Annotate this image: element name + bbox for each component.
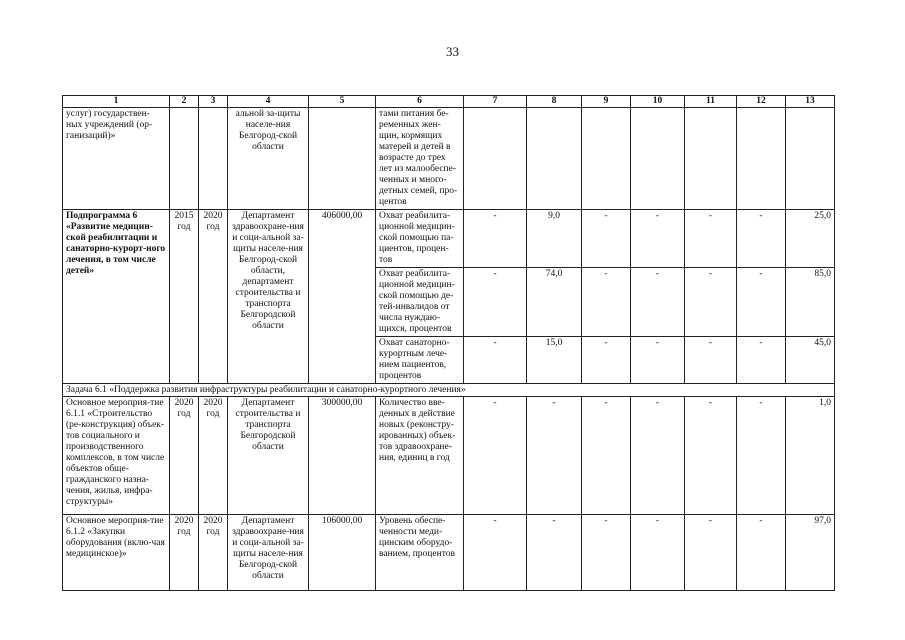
cell-y2016: - <box>582 397 631 515</box>
cell-y2016 <box>582 108 631 210</box>
cell-y2018 <box>685 108 737 210</box>
header-cell: 3 <box>199 96 228 108</box>
cell-y2014: - <box>464 515 527 591</box>
header-row <box>63 96 835 108</box>
cell-y2014: - <box>464 210 527 268</box>
cell-y2015: 74,0 <box>527 268 582 337</box>
header-cell: 13 <box>786 96 835 108</box>
cell-y2018: - <box>685 337 737 384</box>
cell-executor: Департамент здравоохране-ния и соци-альной за-щиты населе-ния Белгород-ской области, департамент строительства и транспорта Белгородской области <box>228 210 309 384</box>
cell-y2018: - <box>685 515 737 591</box>
cell-y2017: - <box>631 268 685 337</box>
cell-y2017: - <box>631 397 685 515</box>
cell-y2019: - <box>737 268 786 337</box>
cell-y2020: 85,0 <box>786 268 835 337</box>
cell-name: Подпрограмма 6 «Развитие медицин-ской реабилитации и санаторно-курорт-ного лечения, в том числе детей» <box>63 210 170 384</box>
table-row-task <box>63 384 835 397</box>
cell-y2019: - <box>737 337 786 384</box>
cell-start: 2020 год <box>170 397 199 515</box>
table-row-measure <box>63 515 835 591</box>
cell-budget: 300000,00 <box>309 397 376 515</box>
cell-y2020 <box>786 108 835 210</box>
cell-y2015: - <box>527 397 582 515</box>
cell-y2016: - <box>582 268 631 337</box>
cell-y2019 <box>737 108 786 210</box>
table-row-subprogram <box>63 210 835 268</box>
cell-y2018: - <box>685 397 737 515</box>
cell-start: 2020 год <box>170 515 199 591</box>
cell-y2018: - <box>685 268 737 337</box>
cell-executor: альной за-щиты населе-ния Белгород-ской области <box>228 108 309 210</box>
cell-y2017 <box>631 108 685 210</box>
cell-indicator: Количество вве-денных в действие новых (реконстру-ированных) объек-тов здравоохране-ния, единиц в год <box>376 397 464 515</box>
cell-end: 2020 год <box>199 515 228 591</box>
cell-y2014: - <box>464 337 527 384</box>
cell-y2016: - <box>582 515 631 591</box>
table-row-continuation <box>63 108 835 210</box>
header-cell: 8 <box>527 96 582 108</box>
cell-y2015 <box>527 108 582 210</box>
cell-start <box>170 108 199 210</box>
cell-end: 2020 год <box>199 210 228 384</box>
header-cell: 12 <box>737 96 786 108</box>
cell-y2020: 45,0 <box>786 337 835 384</box>
program-table <box>62 95 835 591</box>
cell-end <box>199 108 228 210</box>
cell-name: Основное мероприя-тие 6.1.1 «Строительство (ре-конструкция) объек-тов социального и производственного комплексов, в том числе объектов обще-гражданского назна-чения, жилья, инфра-структуры» <box>63 397 170 515</box>
cell-y2017: - <box>631 337 685 384</box>
cell-y2014: - <box>464 397 527 515</box>
cell-start: 2015 год <box>170 210 199 384</box>
header-cell: 6 <box>376 96 464 108</box>
cell-end: 2020 год <box>199 397 228 515</box>
header-cell: 4 <box>228 96 309 108</box>
cell-y2018: - <box>685 210 737 268</box>
cell-y2016: - <box>582 210 631 268</box>
header-cell: 5 <box>309 96 376 108</box>
cell-indicator: Уровень обеспе-ченности меди-цинским оборудо-ванием, процентов <box>376 515 464 591</box>
header-cell: 10 <box>631 96 685 108</box>
cell-name: Основное мероприя-тие 6.1.2 «Закупки оборудования (вклю-чая медицинское)» <box>63 515 170 591</box>
cell-y2019: - <box>737 210 786 268</box>
cell-y2020: 1,0 <box>786 397 835 515</box>
cell-y2015: 15,0 <box>527 337 582 384</box>
cell-y2015: - <box>527 515 582 591</box>
header-cell: 7 <box>464 96 527 108</box>
cell-budget: 406000,00 <box>309 210 376 384</box>
cell-executor: Департамент здравоохране-ния и соци-альной за-щиты населе-ния Белгород-ской области <box>228 515 309 591</box>
cell-executor: Департамент строительства и транспорта Белгородской области <box>228 397 309 515</box>
cell-budget: 106000,00 <box>309 515 376 591</box>
header-cell: 2 <box>170 96 199 108</box>
header-cell: 1 <box>63 96 170 108</box>
header-cell: 9 <box>582 96 631 108</box>
cell-indicator: Охват санаторно-курортным лече-нием пациентов, процентов <box>376 337 464 384</box>
table-row-measure <box>63 397 835 515</box>
page-number: 33 <box>446 44 459 59</box>
task-title: Задача 6.1 «Поддержка развития инфраструктуры реабилитации и санаторно-курортного лечения» <box>63 384 835 397</box>
cell-y2017: - <box>631 210 685 268</box>
header-cell: 11 <box>685 96 737 108</box>
cell-y2020: 97,0 <box>786 515 835 591</box>
cell-y2016: - <box>582 337 631 384</box>
cell-y2019: - <box>737 397 786 515</box>
cell-indicator: Охват реабилита-ционной медицин-ской помощью де-тей-инвалидов от числа нуждаю-щихся, процентов <box>376 268 464 337</box>
cell-y2017: - <box>631 515 685 591</box>
cell-name: услуг) государствен-ных учреждений (ор-ганизаций)» <box>63 108 170 210</box>
cell-budget <box>309 108 376 210</box>
cell-y2014 <box>464 108 527 210</box>
cell-indicator: тами питания бе-ременных жен-щин, кормящих матерей и детей в возрасте до трех лет из малообеспе-ченных и много-детных семей, про-центов <box>376 108 464 210</box>
cell-y2014: - <box>464 268 527 337</box>
cell-y2019: - <box>737 515 786 591</box>
cell-indicator: Охват реабилита-ционной медицин-ской помощью па-циентов, процен-тов <box>376 210 464 268</box>
cell-y2020: 25,0 <box>786 210 835 268</box>
cell-y2015: 9,0 <box>527 210 582 268</box>
